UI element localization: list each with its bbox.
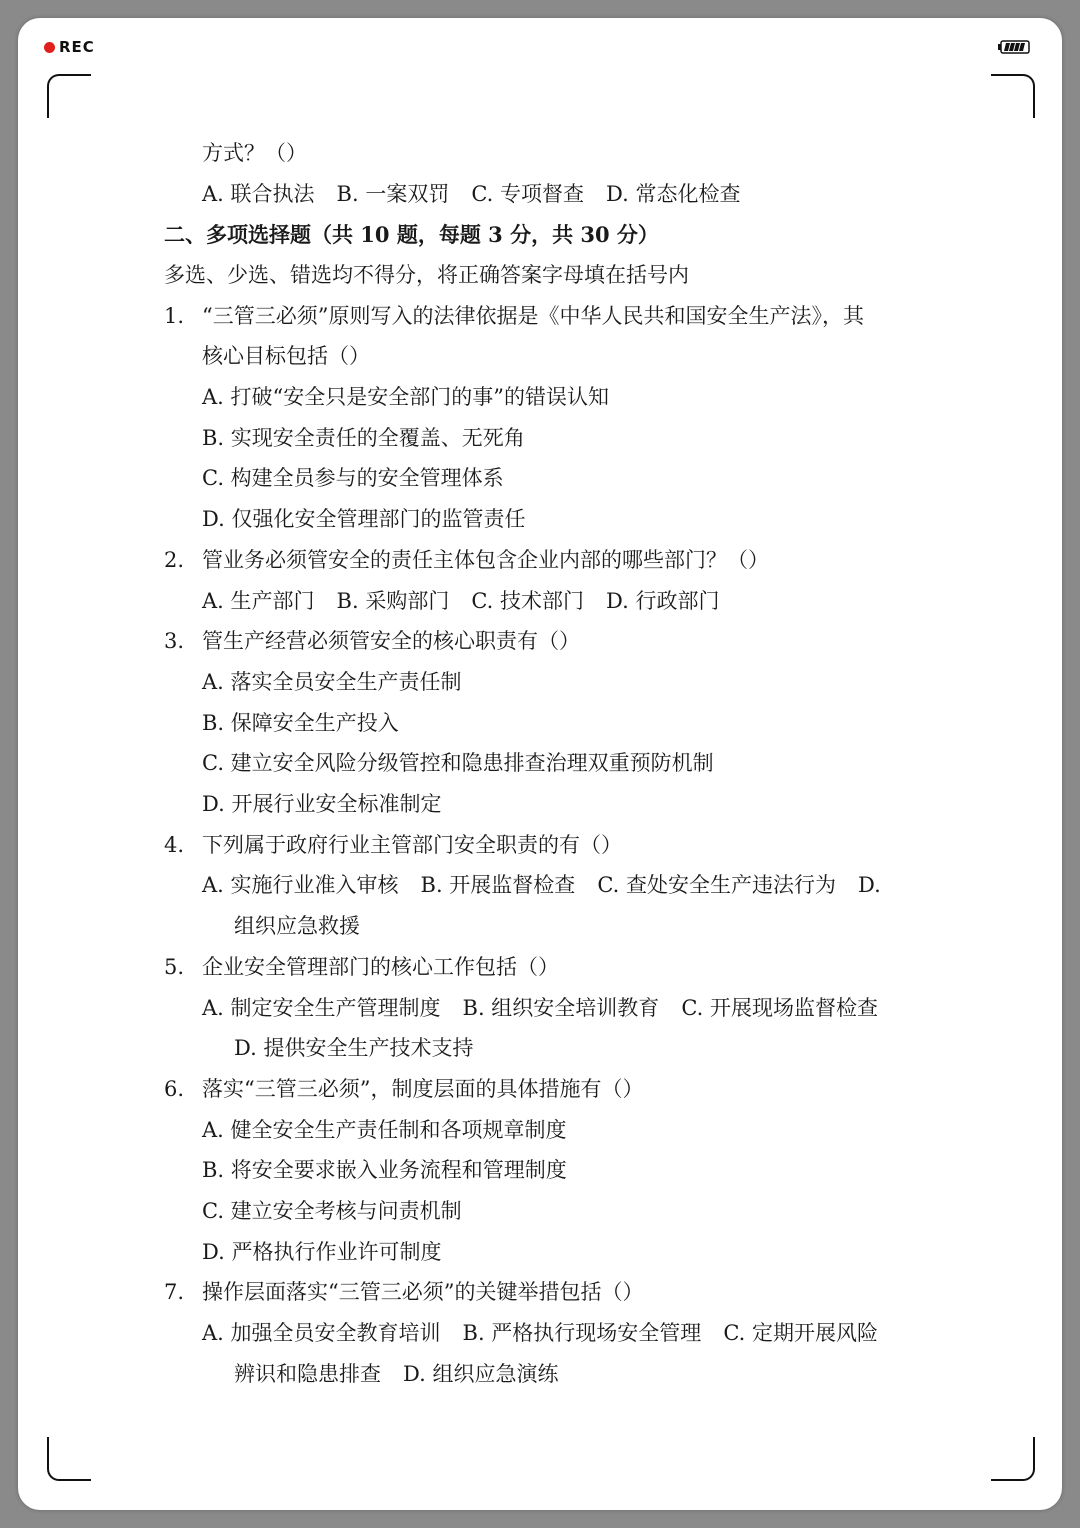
option-b: B. 采购部门 bbox=[336, 589, 450, 613]
option-d: D. 严格执行作业许可制度 bbox=[202, 1240, 442, 1264]
option-d-text: 组织应急救援 bbox=[234, 914, 360, 938]
option-d: D. 开展行业安全标准制定 bbox=[202, 792, 442, 816]
option-b: B. 组织安全培训教育 bbox=[462, 996, 660, 1020]
question-number: 7. bbox=[164, 1280, 185, 1304]
rec-label: REC bbox=[59, 38, 95, 56]
option-a: A. 落实全员安全生产责任制 bbox=[202, 670, 462, 694]
option-c: C. 构建全员参与的安全管理体系 bbox=[202, 466, 504, 490]
question-number: 4. bbox=[164, 833, 185, 857]
option-d: D. 行政部门 bbox=[606, 589, 720, 613]
question-text: 管生产经营必须管安全的核心职责有（） bbox=[202, 629, 580, 653]
continuation-options bbox=[202, 179, 740, 209]
question-text: 操作层面落实“三管三必须”的关键举措包括（） bbox=[202, 1280, 644, 1304]
option-d: D. 提供安全生产技术支持 bbox=[234, 1036, 474, 1060]
rec-indicator bbox=[44, 38, 95, 56]
option-c: C. 定期开展风险 bbox=[723, 1321, 878, 1345]
question-text: 落实“三管三必须”，制度层面的具体措施有（） bbox=[202, 1077, 644, 1101]
viewfinder-corner-bottom-right bbox=[991, 1437, 1035, 1481]
section-title: 二、多项选择题（共 10 题，每题 3 分，共 30 分） bbox=[164, 222, 659, 247]
option-d: D. 仅强化安全管理部门的监管责任 bbox=[202, 507, 526, 531]
question-text: “三管三必须”原则写入的法律依据是《中华人民共和国安全生产法》，其 bbox=[202, 304, 864, 328]
question-continuation: 方式？（） bbox=[202, 141, 307, 165]
option-b: B. 实现安全责任的全覆盖、无死角 bbox=[202, 426, 525, 450]
record-dot-icon bbox=[44, 42, 55, 53]
question-1-line2: 核心目标包括（） bbox=[202, 344, 370, 368]
option-b: B. 一案双罚 bbox=[336, 182, 450, 206]
option-d: D. 组织应急演练 bbox=[403, 1362, 559, 1386]
question-6 bbox=[164, 1074, 643, 1104]
question-2-options bbox=[202, 586, 719, 616]
question-7-options bbox=[202, 1318, 878, 1348]
option-a: A. 打破“安全只是安全部门的事”的错误认知 bbox=[202, 385, 609, 409]
option-c: C. 开展现场监督检查 bbox=[681, 996, 878, 1020]
section-instruction: 多选、少选、错选均不得分，将正确答案字母填在括号内 bbox=[164, 263, 689, 287]
question-4 bbox=[164, 830, 622, 860]
question-7 bbox=[164, 1277, 643, 1307]
option-c: C. 技术部门 bbox=[471, 589, 584, 613]
option-d-label: D. bbox=[857, 873, 881, 897]
option-a: A. 健全安全生产责任制和各项规章制度 bbox=[202, 1118, 567, 1142]
option-c-continuation: 辨识和隐患排查 bbox=[234, 1362, 381, 1386]
option-a: A. 联合执法 bbox=[202, 182, 315, 206]
option-b: B. 保障安全生产投入 bbox=[202, 711, 399, 735]
option-c: C. 专项督查 bbox=[471, 182, 584, 206]
question-number: 2. bbox=[164, 548, 185, 572]
option-a: A. 实施行业准入审核 bbox=[202, 873, 399, 897]
viewfinder-corner-top-left bbox=[47, 74, 91, 118]
question-2 bbox=[164, 545, 769, 575]
battery-icon bbox=[998, 40, 1030, 54]
question-7-options-wrap bbox=[234, 1359, 558, 1389]
question-1 bbox=[164, 301, 864, 331]
viewfinder-corner-bottom-left bbox=[47, 1437, 91, 1481]
question-number: 3. bbox=[164, 629, 185, 653]
option-d: D. 常态化检查 bbox=[606, 182, 741, 206]
option-c: C. 建立安全考核与问责机制 bbox=[202, 1199, 462, 1223]
viewfinder-corner-top-right bbox=[991, 74, 1035, 118]
option-c: C. 建立安全风险分级管控和隐患排查治理双重预防机制 bbox=[202, 751, 714, 775]
option-a: A. 制定安全生产管理制度 bbox=[202, 996, 441, 1020]
question-text: 管业务必须管安全的责任主体包含企业内部的哪些部门？（） bbox=[202, 548, 769, 572]
question-number: 1. bbox=[164, 304, 185, 328]
question-4-options bbox=[202, 870, 881, 900]
question-text: 下列属于政府行业主管部门安全职责的有（） bbox=[202, 833, 622, 857]
option-c: C. 查处安全生产违法行为 bbox=[597, 873, 836, 897]
question-5 bbox=[164, 952, 559, 982]
option-b: B. 开展监督检查 bbox=[420, 873, 576, 897]
question-number: 5. bbox=[164, 955, 185, 979]
question-number: 6. bbox=[164, 1077, 185, 1101]
option-a: A. 生产部门 bbox=[202, 589, 315, 613]
question-3 bbox=[164, 626, 580, 656]
option-b: B. 将安全要求嵌入业务流程和管理制度 bbox=[202, 1158, 567, 1182]
option-a: A. 加强全员安全教育培训 bbox=[202, 1321, 441, 1345]
question-text: 企业安全管理部门的核心工作包括（） bbox=[202, 955, 559, 979]
option-b: B. 严格执行现场安全管理 bbox=[462, 1321, 702, 1345]
question-5-options bbox=[202, 993, 878, 1023]
